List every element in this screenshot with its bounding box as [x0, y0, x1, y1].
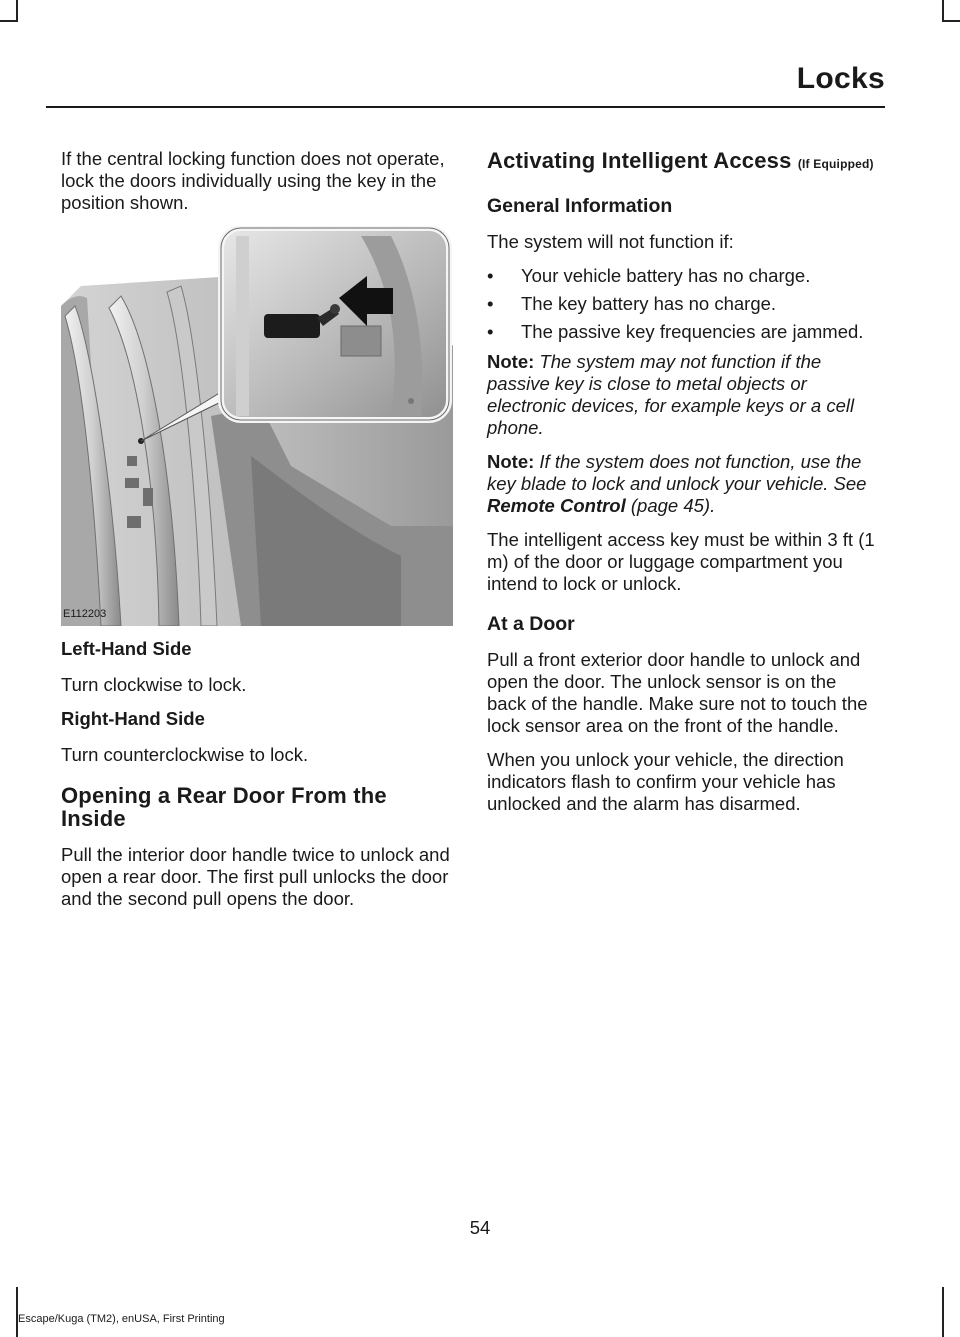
list-item-text: The passive key frequencies are jammed. [521, 321, 864, 342]
right-hand-side-text: Turn counterclockwise to lock. [61, 744, 309, 765]
unlock-confirmation-text: When you unlock your vehicle, the direction indicators flash to confirm your vehicle has unlocked and the alarm has disarmed. [487, 749, 844, 814]
general-information-heading: General Information [487, 195, 673, 217]
list-item-text: Your vehicle battery has no charge. [521, 265, 811, 286]
left-hand-side-heading: Left-Hand Side [61, 638, 192, 659]
note-label: Note: [487, 451, 535, 472]
door-lock-figure [61, 226, 453, 626]
header-divider [46, 106, 885, 108]
bullet-glyph: • [487, 321, 494, 342]
intro-paragraph: If the central locking function does not operate, lock the doors individually using the key in the position shown. [61, 148, 445, 213]
crop-mark [942, 20, 960, 22]
left-column [61, 148, 453, 922]
door-lock-illustration [61, 226, 453, 626]
note-text: If the system does not function, use the key blade to lock and unlock your vehicle. See [487, 451, 867, 494]
rear-door-text: Pull the interior door handle twice to unlock and open a rear door. The first pull unlocks the door and the second pull opens the door. [61, 844, 450, 909]
intelligent-access-heading [487, 148, 879, 177]
note-metal-objects [487, 351, 879, 439]
page-number: 54 [469, 1217, 491, 1238]
bullet-glyph: • [487, 293, 494, 314]
remote-control-link[interactable]: Remote Control [487, 495, 626, 516]
right-column [487, 148, 879, 827]
crop-mark [16, 0, 18, 22]
bullet-glyph: • [487, 265, 494, 286]
crop-mark [942, 0, 944, 22]
list-item [487, 293, 879, 315]
note-key-blade [487, 451, 879, 517]
note-text: The system may not function if the passive key is close to metal objects or electronic devices, for example keys or a cell phone. [487, 351, 855, 438]
list-item [487, 265, 879, 287]
key-range-text: The intelligent access key must be within 3 ft (1 m) of the door or luggage compartment you intend to lock or unlock. [487, 529, 875, 594]
crop-mark [0, 20, 18, 22]
general-information-text: The system will not function if: [487, 231, 734, 252]
intelligent-access-heading-text: Activating Intelligent Access [487, 148, 792, 173]
if-equipped-note: (If Equipped) [797, 157, 874, 171]
right-hand-side-heading: Right-Hand Side [61, 708, 205, 729]
rear-door-heading: Opening a Rear Door From the Inside [61, 783, 387, 831]
note-label: Note: [487, 351, 535, 372]
crop-mark [16, 1287, 18, 1337]
condition-list [487, 265, 879, 343]
door-unlock-text: Pull a front exterior door handle to unlock and open the door. The unlock sensor is on the back of the handle. Make sure not to touch the lock sensor area on the front of the handle. [487, 649, 868, 736]
figure-code: E112203 [63, 608, 107, 620]
page-reference: (page 45). [630, 495, 716, 516]
list-item [487, 321, 879, 343]
footer-edition: Escape/Kuga (TM2), enUSA, First Printing [18, 1313, 225, 1325]
list-item-text: The key battery has no charge. [521, 293, 777, 314]
crop-mark [942, 1287, 944, 1337]
at-a-door-heading: At a Door [487, 613, 575, 635]
left-hand-side-text: Turn clockwise to lock. [61, 674, 247, 695]
page-title: Locks [796, 62, 885, 95]
